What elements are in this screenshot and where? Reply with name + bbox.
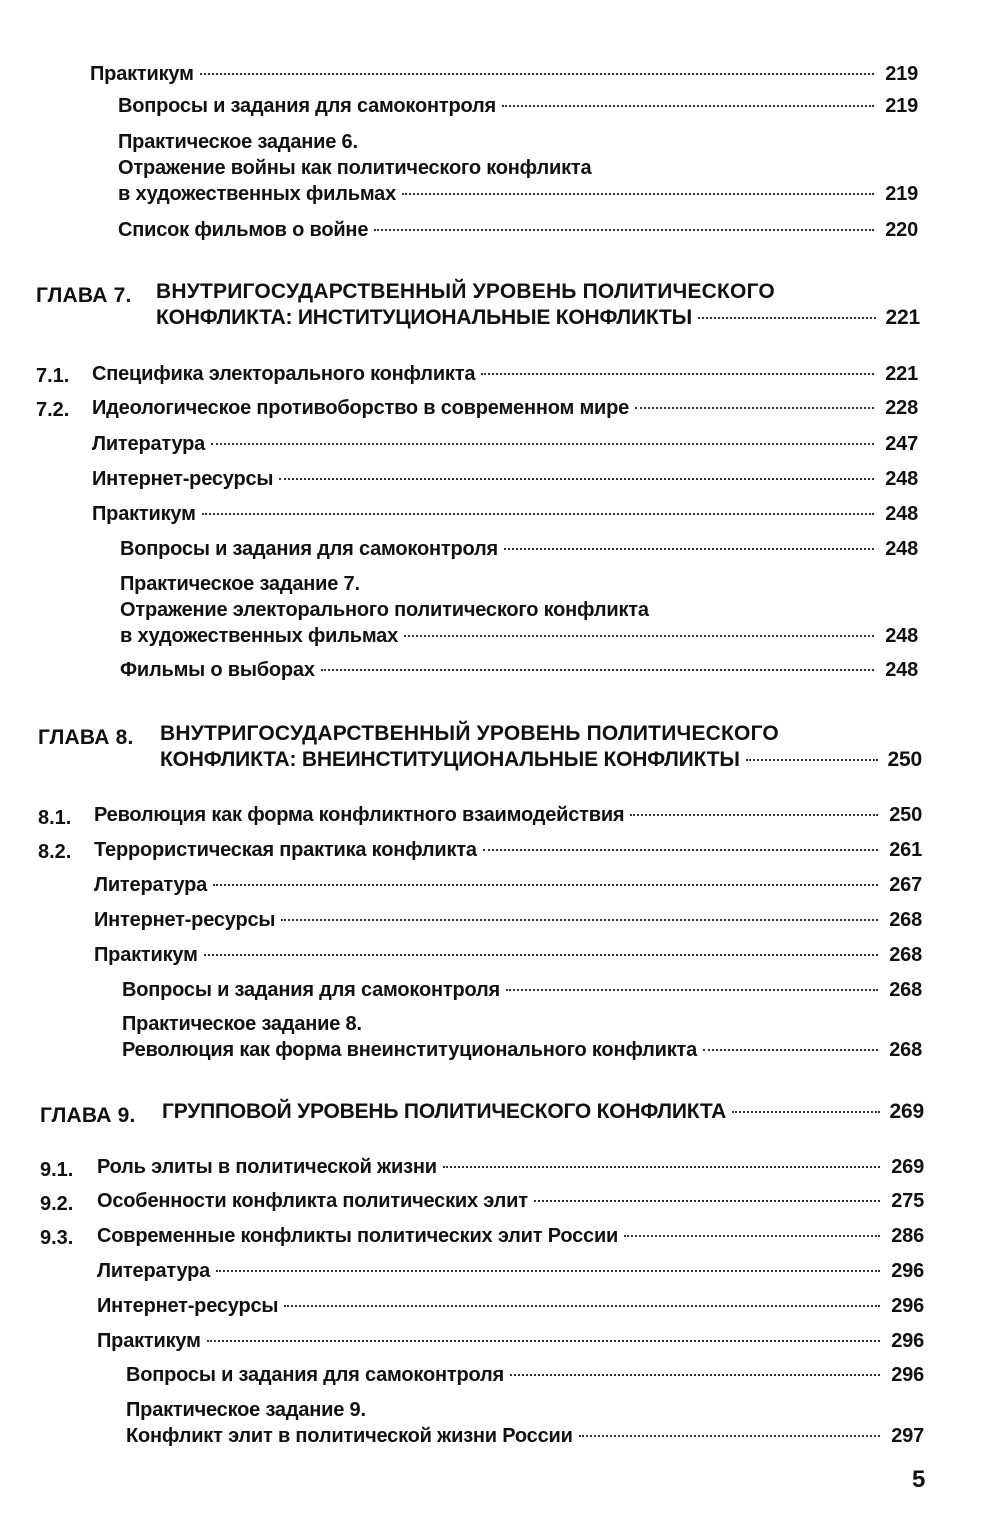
entry-page: 296 [891,1364,924,1386]
entry-title: Особенности конфликта политических элит [97,1190,528,1212]
toc-entry-films [118,218,918,242]
entry-title: Вопросы и задания для самоконтроля [126,1364,504,1386]
chapter-heading [162,1100,924,1124]
chapter-label: ГЛАВА 9. [40,1104,136,1127]
toc-entry-task [118,182,918,206]
toc-entry-task [120,624,918,648]
section-number: 7.2. [36,399,70,421]
toc-entry-literature [92,432,918,456]
entry-page: 268 [889,1039,922,1061]
leader-dots [200,73,874,75]
entry-page: 268 [889,909,922,931]
toc-entry-praktikum [92,502,918,526]
entry-title: Практикум [92,503,196,525]
entry-title: Специфика электорального конфликта [92,363,476,385]
entry-page: 248 [885,538,918,560]
task-title-line: Практическое задание 7. [120,573,360,595]
task-title-line: Отражение электорального политического конфликта [120,599,649,621]
entry-page: 220 [885,219,918,241]
leader-dots [732,1111,880,1113]
section-number: 8.2. [38,841,72,863]
leader-dots [483,849,878,851]
entry-page: 248 [885,468,918,490]
leader-dots [624,1235,880,1237]
toc-entry-task [122,1038,922,1062]
leader-dots [374,229,874,231]
toc-entry-praktikum [90,62,918,86]
page-number: 5 [912,1466,926,1493]
entry-title: Интернет-ресурсы [94,909,276,931]
toc-entry-section [97,1224,924,1248]
entry-title: в художественных фильмах [118,183,397,205]
leader-dots [502,105,874,107]
leader-dots [746,759,878,761]
entry-page: 248 [885,659,918,681]
chapter-title-line: ВНУТРИГОСУДАРСТВЕННЫЙ УРОВЕНЬ ПОЛИТИЧЕСКОГО [156,280,775,303]
chapter-heading [156,306,920,330]
entry-page: 296 [891,1260,924,1282]
leader-dots [506,989,878,991]
leader-dots [630,814,878,816]
leader-dots [216,1270,880,1272]
toc-entry-section [94,803,922,827]
leader-dots [698,317,876,319]
chapter-page: 221 [885,306,920,329]
entry-title: Литература [94,874,208,896]
entry-page: 228 [885,397,918,419]
entry-title: Литература [97,1260,211,1282]
toc-entry-praktikum [97,1329,924,1353]
entry-title: Список фильмов о войне [118,219,369,241]
task-title-line: Практическое задание 8. [122,1013,362,1035]
leader-dots [207,1340,880,1342]
entry-page: 250 [889,804,922,826]
leader-dots [321,669,874,671]
entry-title: Конфликт элит в политической жизни России [126,1425,573,1447]
chapter-title-line: КОНФЛИКТА: ВНЕИНСТИТУЦИОНАЛЬНЫЕ КОНФЛИКТЫ [160,748,740,771]
chapter-label: ГЛАВА 7. [36,284,132,307]
toc-entry-questions [118,94,918,118]
entry-title: Современные конфликты политических элит России [97,1225,619,1247]
entry-title: Фильмы о выборах [120,659,315,681]
toc-entry-questions [122,978,922,1002]
entry-page: 221 [885,363,918,385]
leader-dots [443,1166,880,1168]
section-number: 7.1. [36,365,70,387]
entry-page: 268 [889,979,922,1001]
entry-title: Интернет-ресурсы [92,468,274,490]
entry-title: Практикум [97,1330,201,1352]
leader-dots [703,1049,878,1051]
chapter-page: 250 [887,748,922,771]
toc-entry-internet [94,908,922,932]
entry-title: Интернет-ресурсы [97,1295,279,1317]
chapter-title-line: КОНФЛИКТА: ИНСТИТУЦИОНАЛЬНЫЕ КОНФЛИКТЫ [156,306,692,329]
section-number: 8.1. [38,807,72,829]
section-number: 9.2. [40,1193,74,1215]
leader-dots [213,884,878,886]
entry-title: Практикум [94,944,198,966]
leader-dots [279,478,874,480]
entry-page: 269 [891,1156,924,1178]
chapter-page: 269 [889,1100,924,1123]
entry-page: 296 [891,1330,924,1352]
task-title-line: Практическое задание 6. [118,131,358,153]
toc-entry-section [97,1155,924,1179]
leader-dots [202,513,874,515]
entry-title: Практикум [90,63,194,85]
toc-entry-section [94,838,922,862]
entry-page: 296 [891,1295,924,1317]
leader-dots [635,407,874,409]
entry-page: 247 [885,433,918,455]
toc-entry-task [126,1424,924,1448]
entry-page: 261 [889,839,922,861]
entry-page: 219 [885,95,918,117]
toc-entry-films [120,658,918,682]
toc-entry-questions [126,1363,924,1387]
toc-entry-internet [97,1294,924,1318]
leader-dots [281,919,878,921]
entry-title: Роль элиты в политической жизни [97,1156,437,1178]
entry-title: Литература [92,433,206,455]
toc-entry-questions [120,537,918,561]
entry-page: 268 [889,944,922,966]
chapter-label: ГЛАВА 8. [38,726,134,749]
entry-title: Вопросы и задания для самоконтроля [120,538,498,560]
leader-dots [504,548,874,550]
entry-title: в художественных фильмах [120,625,399,647]
toc-entry-literature [94,873,922,897]
entry-page: 248 [885,503,918,525]
section-number: 9.1. [40,1159,74,1181]
leader-dots [402,193,874,195]
toc-entry-section [92,396,918,420]
chapter-title-line: ГРУППОВОЙ УРОВЕНЬ ПОЛИТИЧЕСКОГО КОНФЛИКТА [162,1100,727,1123]
entry-page: 275 [891,1190,924,1212]
leader-dots [534,1200,880,1202]
entry-page: 297 [891,1425,924,1447]
leader-dots [204,954,878,956]
entry-page: 267 [889,874,922,896]
entry-page: 219 [885,63,918,85]
leader-dots [404,635,874,637]
entry-page: 286 [891,1225,924,1247]
leader-dots [481,373,874,375]
toc-entry-section [92,362,918,386]
entry-title: Террористическая практика конфликта [94,839,477,861]
chapter-title-line: ВНУТРИГОСУДАРСТВЕННЫЙ УРОВЕНЬ ПОЛИТИЧЕСКОГО [160,722,779,745]
entry-title: Революция как форма внеинституционального конфликта [122,1039,698,1061]
leader-dots [510,1374,880,1376]
entry-page: 248 [885,625,918,647]
entry-title: Вопросы и задания для самоконтроля [122,979,500,1001]
entry-title: Идеологическое противоборство в современном мире [92,397,630,419]
task-title-line: Практическое задание 9. [126,1399,366,1421]
entry-page: 219 [885,183,918,205]
leader-dots [284,1305,880,1307]
toc-entry-praktikum [94,943,922,967]
entry-title: Революция как форма конфликтного взаимодействия [94,804,625,826]
toc-entry-literature [97,1259,924,1283]
task-title-line: Отражение войны как политического конфликта [118,157,592,179]
toc-entry-internet [92,467,918,491]
chapter-heading [160,748,922,772]
section-number: 9.3. [40,1227,74,1249]
entry-title: Вопросы и задания для самоконтроля [118,95,496,117]
leader-dots [211,443,874,445]
toc-entry-section [97,1189,924,1213]
leader-dots [579,1435,880,1437]
